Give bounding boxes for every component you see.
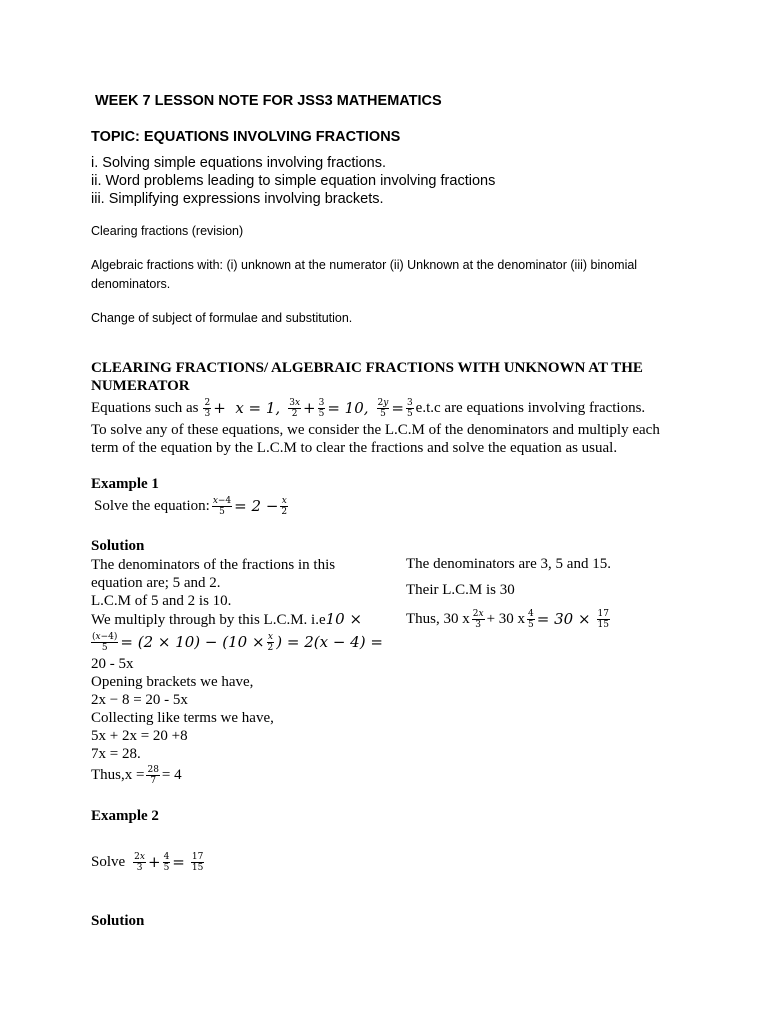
equation-part: = 30 × [536, 610, 591, 628]
fraction: $\frac{x-4}{5}$ [212, 495, 232, 517]
example2-solution-heading: Solution [91, 913, 145, 929]
equation-part: ) = 2(x − 4) = [276, 633, 383, 651]
intro-suffix: e.t.c are equations involving fractions. [415, 399, 646, 416]
section-heading-line2: NUMERATOR [91, 378, 190, 394]
example2-denominators: The denominators are 3, 5 and 15. [406, 556, 611, 572]
objective-item: ii. Word problems leading to simple equation involving fractions [91, 173, 496, 189]
fraction: $\frac{2x}{3}$ [472, 608, 484, 630]
solution-line: 7x = 28. [91, 746, 141, 762]
solution-equation-line [91, 629, 383, 655]
fraction: $\frac{4}{5}$ [163, 851, 170, 873]
intro-paragraph-line1: To solve any of these equations, we consider the L.C.M of the denominators and multiply each [91, 422, 660, 438]
fraction: $\frac{x}{2}$ [281, 495, 288, 517]
solution-line: Collecting like terms we have, [91, 710, 274, 726]
intro-prefix: Equations such as [91, 399, 199, 416]
fraction: $\frac{2x}{3}$ [134, 851, 145, 873]
solution-heading: Solution [91, 538, 145, 554]
equation-part: + x = 1, [213, 399, 281, 417]
equation-part: = (2 × 10) − (10 × [120, 633, 265, 651]
equation-part: = 2 − [234, 497, 279, 515]
fraction: $\frac{17}{15}$ [597, 608, 609, 630]
solution-line [91, 610, 383, 629]
example1-solution [91, 556, 383, 787]
fraction: $\frac{2}{3}$ [204, 397, 211, 419]
section-heading-line1: CLEARING FRACTIONS/ ALGEBRAIC FRACTIONS WITH UNKNOWN AT THE [91, 360, 643, 376]
fraction: $\frac{4}{5}$ [528, 608, 534, 630]
fraction: $\frac{28}{7}$ [147, 764, 159, 786]
objective-item: iii. Simplifying expressions involving brackets. [91, 191, 384, 207]
example1-prompt: Solve the equation: [94, 497, 210, 514]
fraction: $\frac{(x-4)}{5}$ [92, 631, 118, 653]
topic-heading: TOPIC: EQUATIONS INVOLVING FRACTIONS [91, 129, 401, 145]
example1-heading: Example 1 [91, 476, 159, 492]
solution-text: = 4 [161, 767, 182, 783]
example2-prompt: Solve [91, 853, 126, 870]
fraction: $\frac{3x}{2}$ [289, 397, 301, 419]
subtopic-algebraic-line1: Algebraic fractions with: (i) unknown at the numerator (ii) Unknown at the denominator (iii) binomial [91, 258, 638, 272]
solution-text: Thus, 30 x [406, 610, 470, 627]
solution-text: We multiply through by this L.C.M. i.e [91, 612, 326, 628]
solution-line: Opening brackets we have, [91, 674, 254, 690]
subtopic-clearing: Clearing fractions (revision) [91, 224, 244, 238]
solution-text: Thus,x = [91, 767, 145, 783]
subtopic-change: Change of subject of formulae and substitution. [91, 311, 353, 325]
fraction: $\frac{3}{5}$ [406, 397, 413, 419]
equation-part: 10 × [325, 610, 363, 628]
fraction: $\frac{3}{5}$ [318, 397, 325, 419]
solution-line: 2x − 8 = 20 - 5x [91, 692, 188, 708]
solution-line: L.C.M of 5 and 2 is 10. [91, 593, 232, 609]
solution-equation-line [91, 763, 383, 787]
solution-line: 5x + 2x = 20 +8 [91, 728, 188, 744]
example2-thus-line [406, 604, 612, 634]
intro-paragraph-line2: term of the equation by the L.C.M to clear the fractions and solve the equation as usual. [91, 440, 618, 456]
subtopic-algebraic-line2: denominators. [91, 277, 171, 291]
equation-part: = [391, 399, 404, 417]
fraction: $\frac{2y}{5}$ [377, 397, 389, 419]
objectives-list [91, 154, 495, 208]
example2-heading: Example 2 [91, 808, 159, 824]
intro-line [91, 393, 645, 423]
objective-item: i. Solving simple equations involving fractions. [91, 155, 386, 171]
equation-part: + [303, 399, 316, 417]
solution-line: The denominators of the fractions in this [91, 557, 336, 573]
document-title: WEEK 7 LESSON NOTE FOR JSS3 MATHEMATICS [95, 93, 442, 109]
equation-part: = [172, 853, 185, 871]
solution-line: 20 - 5x [91, 656, 134, 672]
equation-part: = 10, [327, 399, 369, 417]
solution-line: equation are; 5 and 2. [91, 575, 221, 591]
example1-equation [94, 491, 290, 521]
example2-lcm: Their L.C.M is 30 [406, 582, 515, 598]
example2-equation [91, 847, 206, 877]
solution-text: + 30 x [486, 610, 526, 627]
fraction: $\frac{x}{2}$ [267, 631, 274, 653]
equation-part: + [147, 853, 161, 871]
fraction: $\frac{17}{15}$ [191, 851, 204, 873]
